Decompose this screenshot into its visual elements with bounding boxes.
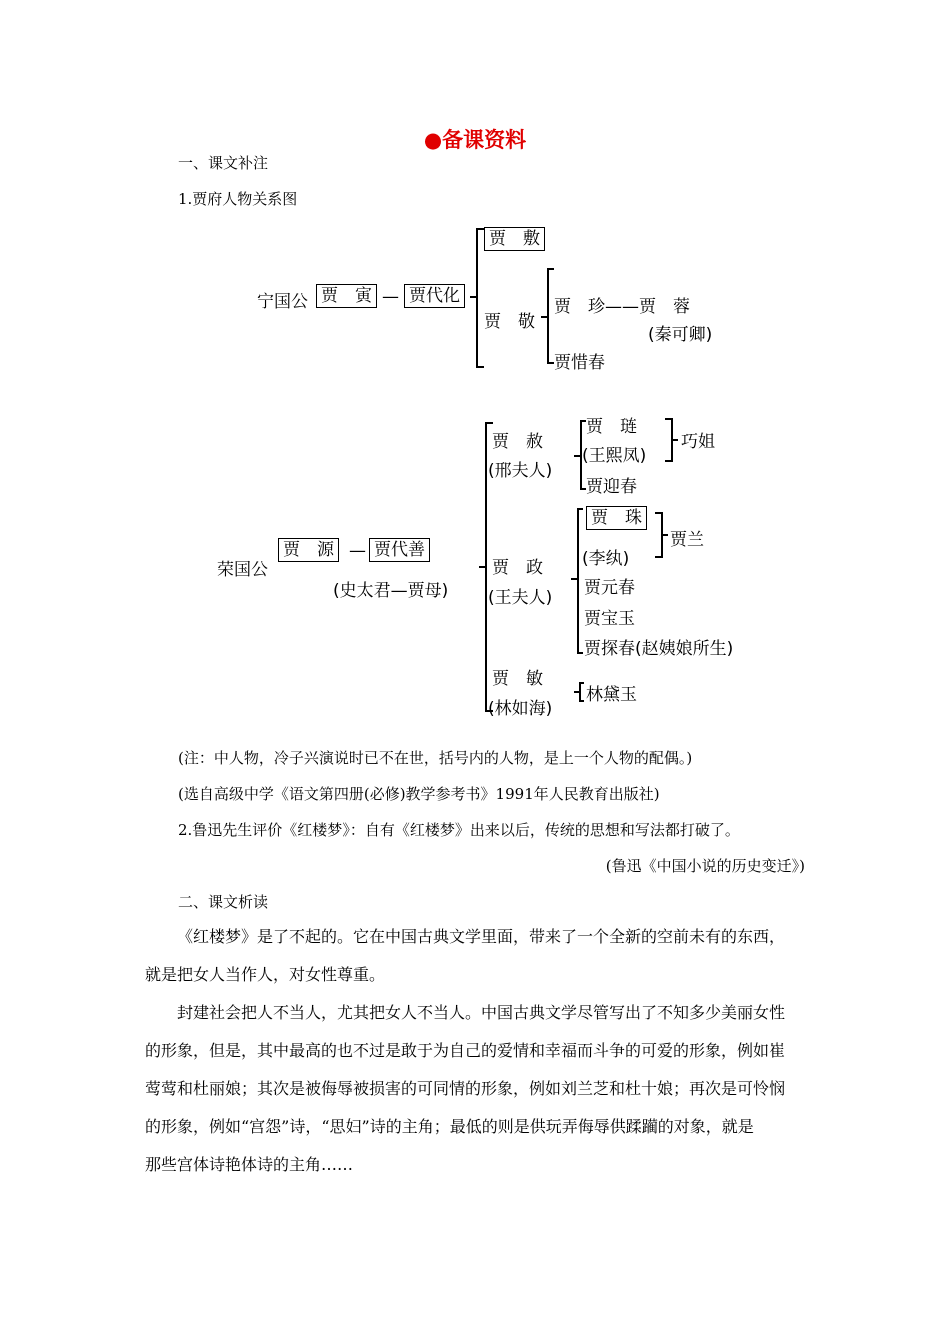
- she-brace-tick: [574, 455, 581, 457]
- rong-daiyu: 林黛玉: [586, 685, 637, 705]
- ning-gen2: 贾代化: [404, 284, 465, 308]
- rong-yingchun: 贾迎春: [586, 477, 637, 497]
- jing-brace-tick: [547, 362, 554, 364]
- paragraph-line: 的形象，但是，其中最高的也不过是敢于为自己的爱情和幸福而斗争的可爱的形象，例如崔: [145, 1041, 786, 1060]
- ning-zhen: 贾 珍——贾 蓉: [554, 297, 690, 317]
- rong-lian-spouse: (王熙凤): [582, 446, 647, 466]
- rong-gen1: 贾 源: [278, 538, 339, 562]
- rong-tanchun: 贾探春(赵姨娘所生): [584, 639, 734, 659]
- ning-root: 宁国公: [257, 292, 308, 312]
- rong-brace-tick: [479, 566, 486, 568]
- paragraph-line: 封建社会把人不当人，尤其把女人不当人。中国古典文学尽管写出了不知多少美丽女性: [177, 1003, 786, 1022]
- rong-zhu: 贾 珠: [586, 506, 647, 530]
- zhu-brace-tick: [655, 556, 661, 558]
- rong-she-spouse: (邢夫人): [488, 461, 553, 481]
- note-source: (选自高级中学《语文第四册(必修)教学参考书》1991年人民教育出版社): [178, 785, 660, 803]
- rong-zhu-spouse: (李纨): [582, 549, 630, 569]
- rong-qiaojie: 巧姐: [681, 432, 715, 452]
- ning-dash: —: [382, 287, 399, 307]
- zhu-brace-tick: [662, 534, 668, 536]
- paragraph-2: [145, 994, 807, 1184]
- paragraph-line: 就是把女人当作人，对女性尊重。: [145, 965, 386, 984]
- ning-brace: [476, 228, 478, 368]
- item-2-source: (鲁迅《中国小说的历史变迁》): [605, 857, 805, 875]
- lian-brace-tick: [665, 418, 671, 420]
- ning-xichun: 贾惜春: [554, 353, 605, 373]
- section-heading-1: 一、课文补注: [178, 154, 269, 172]
- item-heading-2: 2.鲁迅先生评价《红楼梦》：自有《红楼梦》出来以后，传统的思想和写法都打破了。: [178, 821, 740, 839]
- ning-brace-tick: [470, 296, 477, 298]
- zheng-brace-tick: [571, 578, 578, 580]
- ning-gen1: 贾 寅: [316, 284, 377, 308]
- paragraph-line: 《红楼梦》是了不起的。它在中国古典文学里面，带来了一个全新的空前未有的东西，: [177, 927, 786, 946]
- min-brace-tick: [579, 700, 584, 702]
- rong-zheng: 贾 政: [492, 558, 543, 578]
- ning-brace-tick: [476, 366, 484, 368]
- paragraph-1: [145, 918, 807, 994]
- lian-brace-tick: [672, 439, 678, 441]
- jing-brace-tick: [547, 268, 554, 270]
- zheng-brace-tick: [577, 508, 583, 510]
- rong-brace-tick: [485, 422, 493, 424]
- rong-root: 荣国公: [217, 560, 268, 580]
- section-heading-2: 二、课文析读: [178, 893, 269, 911]
- ning-fu: 贾 敷: [484, 227, 545, 251]
- min-brace-tick: [579, 682, 584, 684]
- paragraph-line: 那些宫体诗艳体诗的主角……: [145, 1155, 354, 1174]
- rong-min-spouse: (林如海): [488, 699, 553, 719]
- ning-jing: 贾 敬: [484, 312, 535, 332]
- zheng-brace: [577, 508, 579, 654]
- rong-gen2-spouse: (史太君—贾母): [333, 581, 449, 601]
- rong-dash: —: [349, 541, 366, 561]
- note-legend: (注：中人物，冷子兴演说时已不在世，括号内的人物，是上一个人物的配偶。): [178, 749, 693, 767]
- zheng-brace-tick: [577, 652, 583, 654]
- paragraph-line: 的形象，例如“宫怨”诗，“思妇”诗的主角；最低的则是供玩弄侮辱供蹂躏的对象，就是: [145, 1117, 754, 1136]
- ning-rong-spouse: (秦可卿): [648, 325, 713, 345]
- rong-min: 贾 敏: [492, 669, 543, 689]
- rong-zheng-spouse: (王夫人): [488, 588, 553, 608]
- item-heading-1: 1.贾府人物关系图: [178, 190, 298, 208]
- jing-brace-tick: [541, 316, 548, 318]
- rong-baoyu: 贾宝玉: [584, 609, 635, 629]
- rong-lian: 贾 琏: [586, 417, 637, 437]
- zhu-brace-tick: [655, 512, 661, 514]
- page-title: ●备课资料: [423, 128, 527, 152]
- rong-jialan: 贾兰: [670, 530, 704, 550]
- lian-brace-tick: [665, 460, 671, 462]
- rong-yuanchun: 贾元春: [584, 578, 635, 598]
- rong-she: 贾 赦: [492, 432, 543, 452]
- paragraph-line: 莺莺和杜丽娘；其次是被侮辱被损害的可同情的形象，例如刘兰芝和杜十娘；再次是可怜悯: [145, 1079, 786, 1098]
- ning-brace-tick: [476, 228, 484, 230]
- min-brace-tick: [574, 691, 580, 693]
- rong-gen2: 贾代善: [369, 538, 430, 562]
